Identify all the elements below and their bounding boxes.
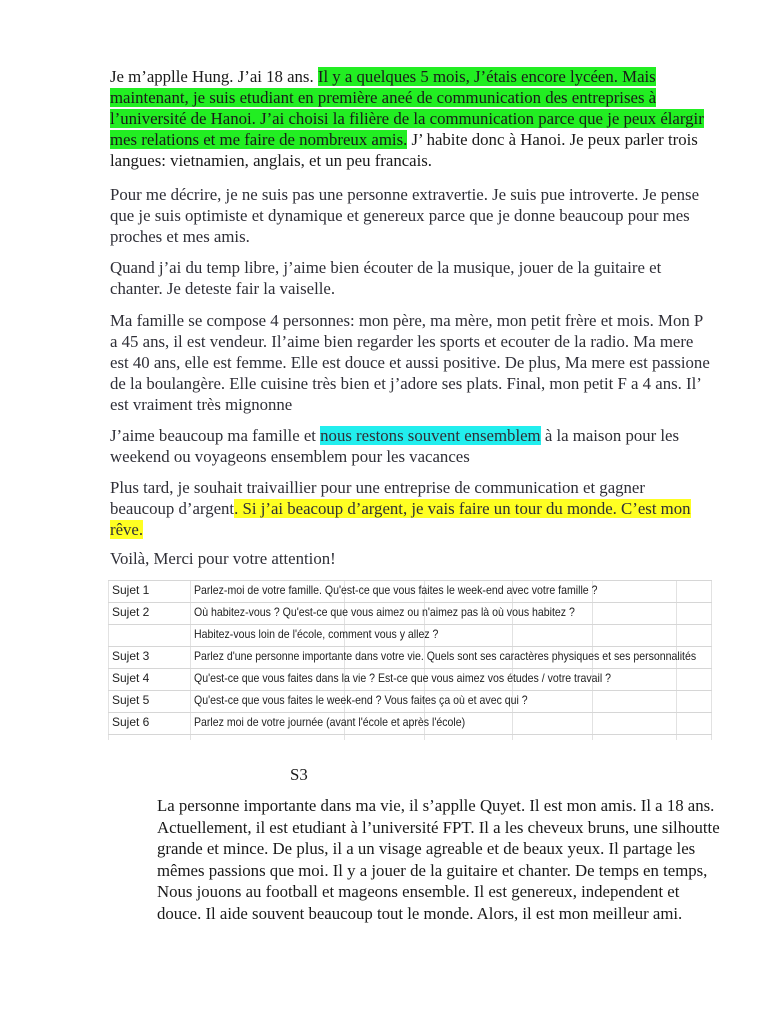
intro-text-start: Je m’applle Hung. J’ai 18 ans. bbox=[110, 67, 318, 86]
closing-line: Voilà, Merci pour votre attention! bbox=[110, 549, 336, 568]
intro-highlight-2: J’ai choisi la filière de la communication parce que je peux élargir mes relations et me faire de nombreux amis. bbox=[110, 109, 704, 149]
question-cell: Où habitez-vous ? Qu'est-ce que vous aimez ou n'aimez pas là où vous habitez ? bbox=[194, 605, 575, 619]
subject-cell: Sujet 5 bbox=[112, 693, 150, 707]
intro-text-end: J’ habite donc à Hanoi. Je peux parler trois langues: vietnamien, anglais, et un peu francais. bbox=[110, 130, 698, 170]
intro-paragraph bbox=[110, 66, 710, 171]
subject-cell: Sujet 2 bbox=[112, 605, 150, 619]
table-row bbox=[108, 646, 712, 668]
hobbies-paragraph: Quand j’ai du temp libre, j’aime bien écouter de la musique, jouer de la guitaire et chanter. Je deteste fair la vaiselle. bbox=[110, 258, 662, 298]
family-love-paragraph bbox=[110, 425, 710, 467]
question-cell: Parlez-moi de votre famille. Qu'est-ce que vous faites le week-end avec votre famille ? bbox=[194, 583, 598, 597]
table-row bbox=[108, 690, 712, 712]
family-paragraph: Ma famille se compose 4 personnes: mon père, ma mère, mon petit frère et mois. Mon P a 45 ans, il est vendeur. Il’aime bien regarder les sports et ecouter de la radio. Ma mere est 40 ans, elle est femme. Elle est douce et aussi positive. De plus, Ma mere est passione de la boulangère. Elle cuisine très bien et j’adore ses plats. Final, mon petit F a 4 ans. Il’ est vraiment très mignonne bbox=[110, 311, 710, 414]
question-cell: Parlez d'une personne importante dans votre vie. Quels sont ses caractères physiques et ses personnalités bbox=[194, 649, 697, 663]
subjects-table bbox=[108, 580, 712, 740]
intro-highlight-1: Il y a quelques 5 mois, J’étais encore lycéen. Mais maintenant, je suis etudiant en première aneé de communication des entreprises à l’université de Hanoi. bbox=[110, 67, 657, 128]
section-label-s3: S3 bbox=[290, 765, 308, 784]
question-cell: Parlez moi de votre journée (avant l'école et après l'école) bbox=[194, 715, 466, 729]
family-love-text-start: J’aime beaucoup ma famille et bbox=[110, 426, 321, 445]
subject-cell: Sujet 3 bbox=[112, 649, 150, 663]
family-love-text-end: à la maison pour les weekend ou voyageons ensemblem pour les vacances bbox=[110, 426, 680, 466]
table-row bbox=[108, 580, 712, 602]
table-row bbox=[108, 712, 712, 734]
table-row bbox=[108, 624, 712, 646]
table-row bbox=[108, 668, 712, 690]
personality-paragraph: Pour me décrire, je ne suis pas une personne extravertie. Je suis pue introverte. Je pense que je suis optimiste et dynamique et genereux parce que je donne beaucoup pour mes proches et mes amis. bbox=[110, 185, 700, 246]
subject-cell: Sujet 6 bbox=[112, 715, 150, 729]
question-cell: Qu'est-ce que vous faites dans la vie ? Est-ce que vous aimez vos études / votre travail ? bbox=[194, 671, 612, 685]
question-cell: Qu'est-ce que vous faites le week-end ? Vous faites ça où et avec qui ? bbox=[194, 693, 528, 707]
family-love-highlight: nous restons souvent ensemblem bbox=[320, 426, 541, 445]
subject-cell: Sujet 1 bbox=[112, 583, 150, 597]
subject-cell: Sujet 4 bbox=[112, 671, 150, 685]
important-person-paragraph: La personne importante dans ma vie, il s’applle Quyet. Il est mon amis. Il a 18 ans. Actuellement, il est etudiant à l’université FPT. Il a les cheveux bruns, une silhoutte grande et mince. De plus, il a un visage agreable et de beaux yeux. Il partage les mêmes passions que moi. Il y a jouer de la guitaire et chanter. De temps en temps, Nous jouons au football et mageons ensemble. Il est genereux, independent et douce. Il aide souvent beaucoup tout le monde. Alors, il est mon meilleur ami. bbox=[157, 796, 720, 923]
table-row bbox=[108, 602, 712, 624]
future-text: Plus tard, je souhait traivaillier pour une entreprise de communication et gagner beaucoup d’argent bbox=[110, 478, 645, 518]
future-paragraph bbox=[110, 477, 710, 540]
future-highlight: . Si j’ai beacoup d’argent, je vais faire un tour du monde. C’est mon rêve. bbox=[110, 499, 691, 539]
question-cell: Habitez-vous loin de l'école, comment vous y allez ? bbox=[194, 627, 439, 641]
